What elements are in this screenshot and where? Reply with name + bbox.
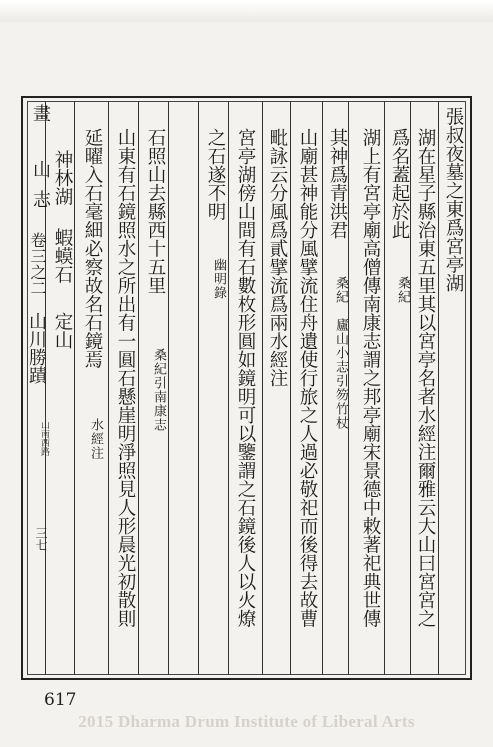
column-rule xyxy=(290,101,291,675)
place-name: 蝦蟆石 xyxy=(52,228,73,284)
top-shadow xyxy=(0,0,493,22)
text-column-12: 延曜入石毫細必察故名石鏡焉 xyxy=(82,128,103,369)
place-name: 神林湖 xyxy=(52,150,73,206)
text-column-10: 石照山去縣西十五里 xyxy=(145,128,166,295)
column-rule xyxy=(438,101,439,675)
column-rule xyxy=(74,101,75,675)
text-column-8: 宮亭湖傍山間有石數枚形圓如鏡明可以鑒謂之石鏡後人以火燎 xyxy=(235,128,256,628)
citation-note: 桑紀 xyxy=(395,276,410,304)
text-column-4: 湖上有宮亭廟高僧傳南康志謂之邦亭廟宋景德中敕著祀典世傳 xyxy=(360,128,381,628)
text-column-5: 其神爲青洪君 xyxy=(327,128,348,239)
text-column-6: 山廟甚神能分風擘流住舟遺使行旅之人過必敬祀而後得去故曹 xyxy=(297,128,318,628)
column-rule xyxy=(384,101,385,675)
citation-note: 廬山小志引笏竹杖 xyxy=(333,318,348,430)
text-column-1: 張叔夜墓之東爲宮亭湖 xyxy=(443,107,464,292)
folio-number: 三七 xyxy=(34,527,48,551)
text-column-3: 爲名蓋起於此 xyxy=(389,128,410,239)
text-column-11: 山東有石鏡照水之所出有一圓石懸崖明淨照見人形晨光初散則 xyxy=(115,128,136,628)
column-rule xyxy=(108,101,109,675)
chapter-title: 山川勝蹟 xyxy=(26,312,47,384)
text-column-2: 湖在星子縣治東五里其以宮亭名者水經注爾雅云大山曰宮宮之 xyxy=(415,128,436,628)
chapter-label: 卷三之二 xyxy=(28,232,47,296)
volume-glyph: 畫 xyxy=(30,104,51,122)
place-name: 定山 xyxy=(52,312,73,349)
column-rule xyxy=(198,101,199,675)
column-rule xyxy=(262,101,263,675)
column-rule xyxy=(322,101,323,675)
book-title-char: 山 xyxy=(30,160,51,178)
citation-note: 水經注 xyxy=(88,418,103,460)
citation-note: 桑紀引南康志 xyxy=(151,348,166,432)
text-column-7: 毗詠云分風爲貳擘流爲兩水經注 xyxy=(267,128,288,387)
column-rule xyxy=(45,101,46,675)
section-label: 山南西路 xyxy=(39,420,49,456)
column-rule xyxy=(228,101,229,675)
page-number: 617 xyxy=(44,690,77,710)
column-rule xyxy=(138,101,139,675)
citation-note: 桑紀 xyxy=(333,276,348,304)
watermark: 2015 Dharma Drum Institute of Liberal Arts xyxy=(78,712,415,731)
citation-note: 幽明錄 xyxy=(211,258,226,300)
text-column-9: 之石遂不明 xyxy=(205,128,226,221)
book-title-char: 志 xyxy=(30,190,51,208)
